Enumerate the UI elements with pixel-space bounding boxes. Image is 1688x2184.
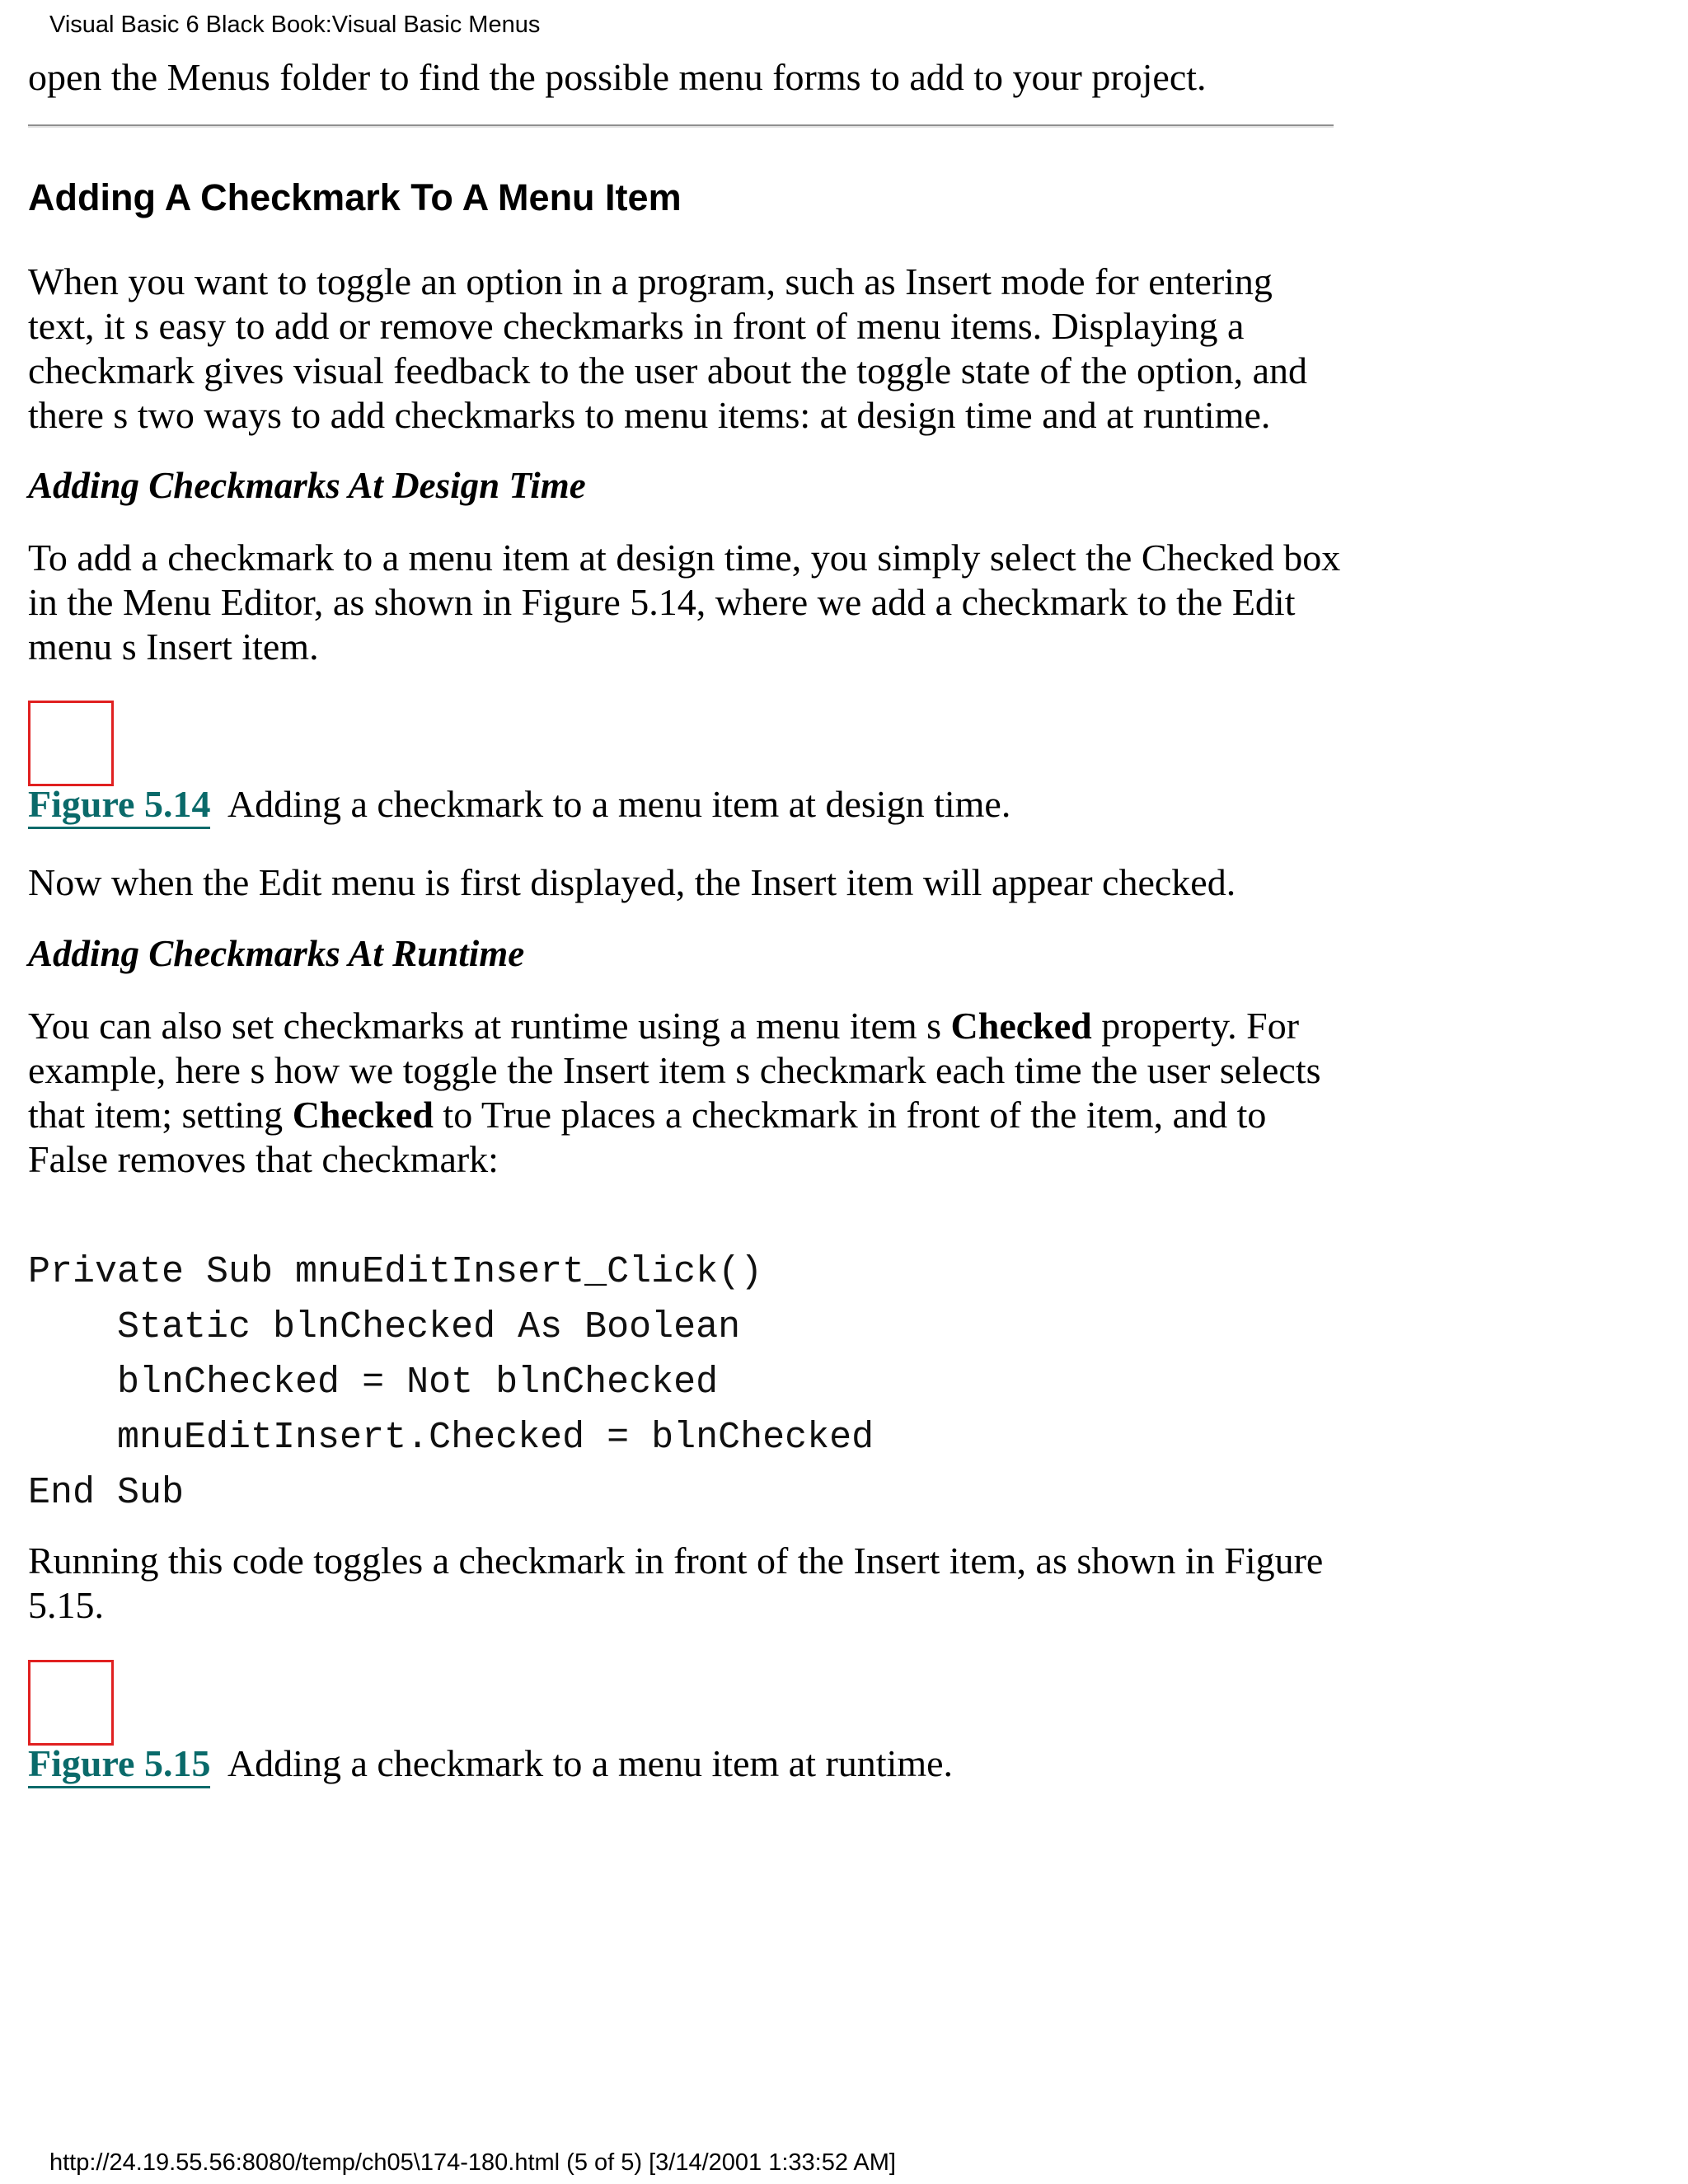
section-paragraph: When you want to toggle an option in a program, such as Insert mode for entering text, it s easy to add or remove checkmarks in front of menu items. Displaying a checkmark gives visual feedback to the user about the toggle state of the option, and there s two ways to add checkmarks to menu items: at design time and at runtime. <box>28 260 1308 436</box>
runtime-heading: Adding Checkmarks At Runtime <box>28 933 525 974</box>
horizontal-divider <box>28 124 1334 128</box>
page-footer-url: http://24.19.55.56:8080/temp/ch05\174-180.html (5 of 5) [3/14/2001 1:33:52 AM] <box>49 2149 896 2176</box>
runtime-paragraph-part2: property. For example, here s how we toggle the Insert item s checkmark each time the user selects that item; setting <box>28 1005 1321 1136</box>
code-line: Private Sub mnuEditInsert_Click() <box>28 1251 763 1293</box>
figure-5-14-caption <box>28 781 1010 827</box>
code-line: End Sub <box>28 1472 185 1514</box>
runtime-after-code: Running this code toggles a checkmark in front of the Insert item, as shown in Figure 5.15. <box>28 1540 1324 1626</box>
checked-property-term: Checked <box>950 1005 1092 1047</box>
figure-5-14-caption-text: Adding a checkmark to a menu item at design time. <box>227 783 1011 825</box>
figure-5-15-caption-text: Adding a checkmark to a menu item at runtime. <box>227 1742 954 1784</box>
checked-property-term-2: Checked <box>292 1094 434 1136</box>
runtime-paragraph <box>28 1004 1347 1182</box>
runtime-paragraph-part3: to True places a checkmark in front of the item, and to False removes that checkmark: <box>28 1094 1267 1180</box>
page-header-title: Visual Basic 6 Black Book:Visual Basic Menus <box>49 12 541 38</box>
intro-line: open the Menus folder to find the possible menu forms to add to your project. <box>28 56 1207 98</box>
design-time-after-text: Now when the Edit menu is first displayed, the Insert item will appear checked. <box>28 861 1236 903</box>
runtime-paragraph-part1: You can also set checkmarks at runtime using a menu item s <box>28 1005 951 1047</box>
design-time-paragraph: To add a checkmark to a menu item at design time, you simply select the Checked box in the Menu Editor, as shown in Figure 5.14, where we add a checkmark to the Edit menu s Insert item. <box>28 537 1341 668</box>
figure-5-14-image-placeholder <box>28 701 114 786</box>
code-block <box>28 1244 874 1521</box>
code-line: Static blnChecked As Boolean <box>28 1306 741 1348</box>
figure-5-15-caption <box>28 1741 953 1787</box>
figure-5-14-link[interactable]: Figure 5.14 <box>28 783 210 829</box>
figure-5-15-image-placeholder <box>28 1660 114 1746</box>
section-heading: Adding A Checkmark To A Menu Item <box>28 176 682 218</box>
figure-5-15-link[interactable]: Figure 5.15 <box>28 1742 210 1788</box>
design-time-heading: Adding Checkmarks At Design Time <box>28 465 586 506</box>
code-line: blnChecked = Not blnChecked <box>28 1361 719 1404</box>
code-line: mnuEditInsert.Checked = blnChecked <box>28 1417 874 1459</box>
